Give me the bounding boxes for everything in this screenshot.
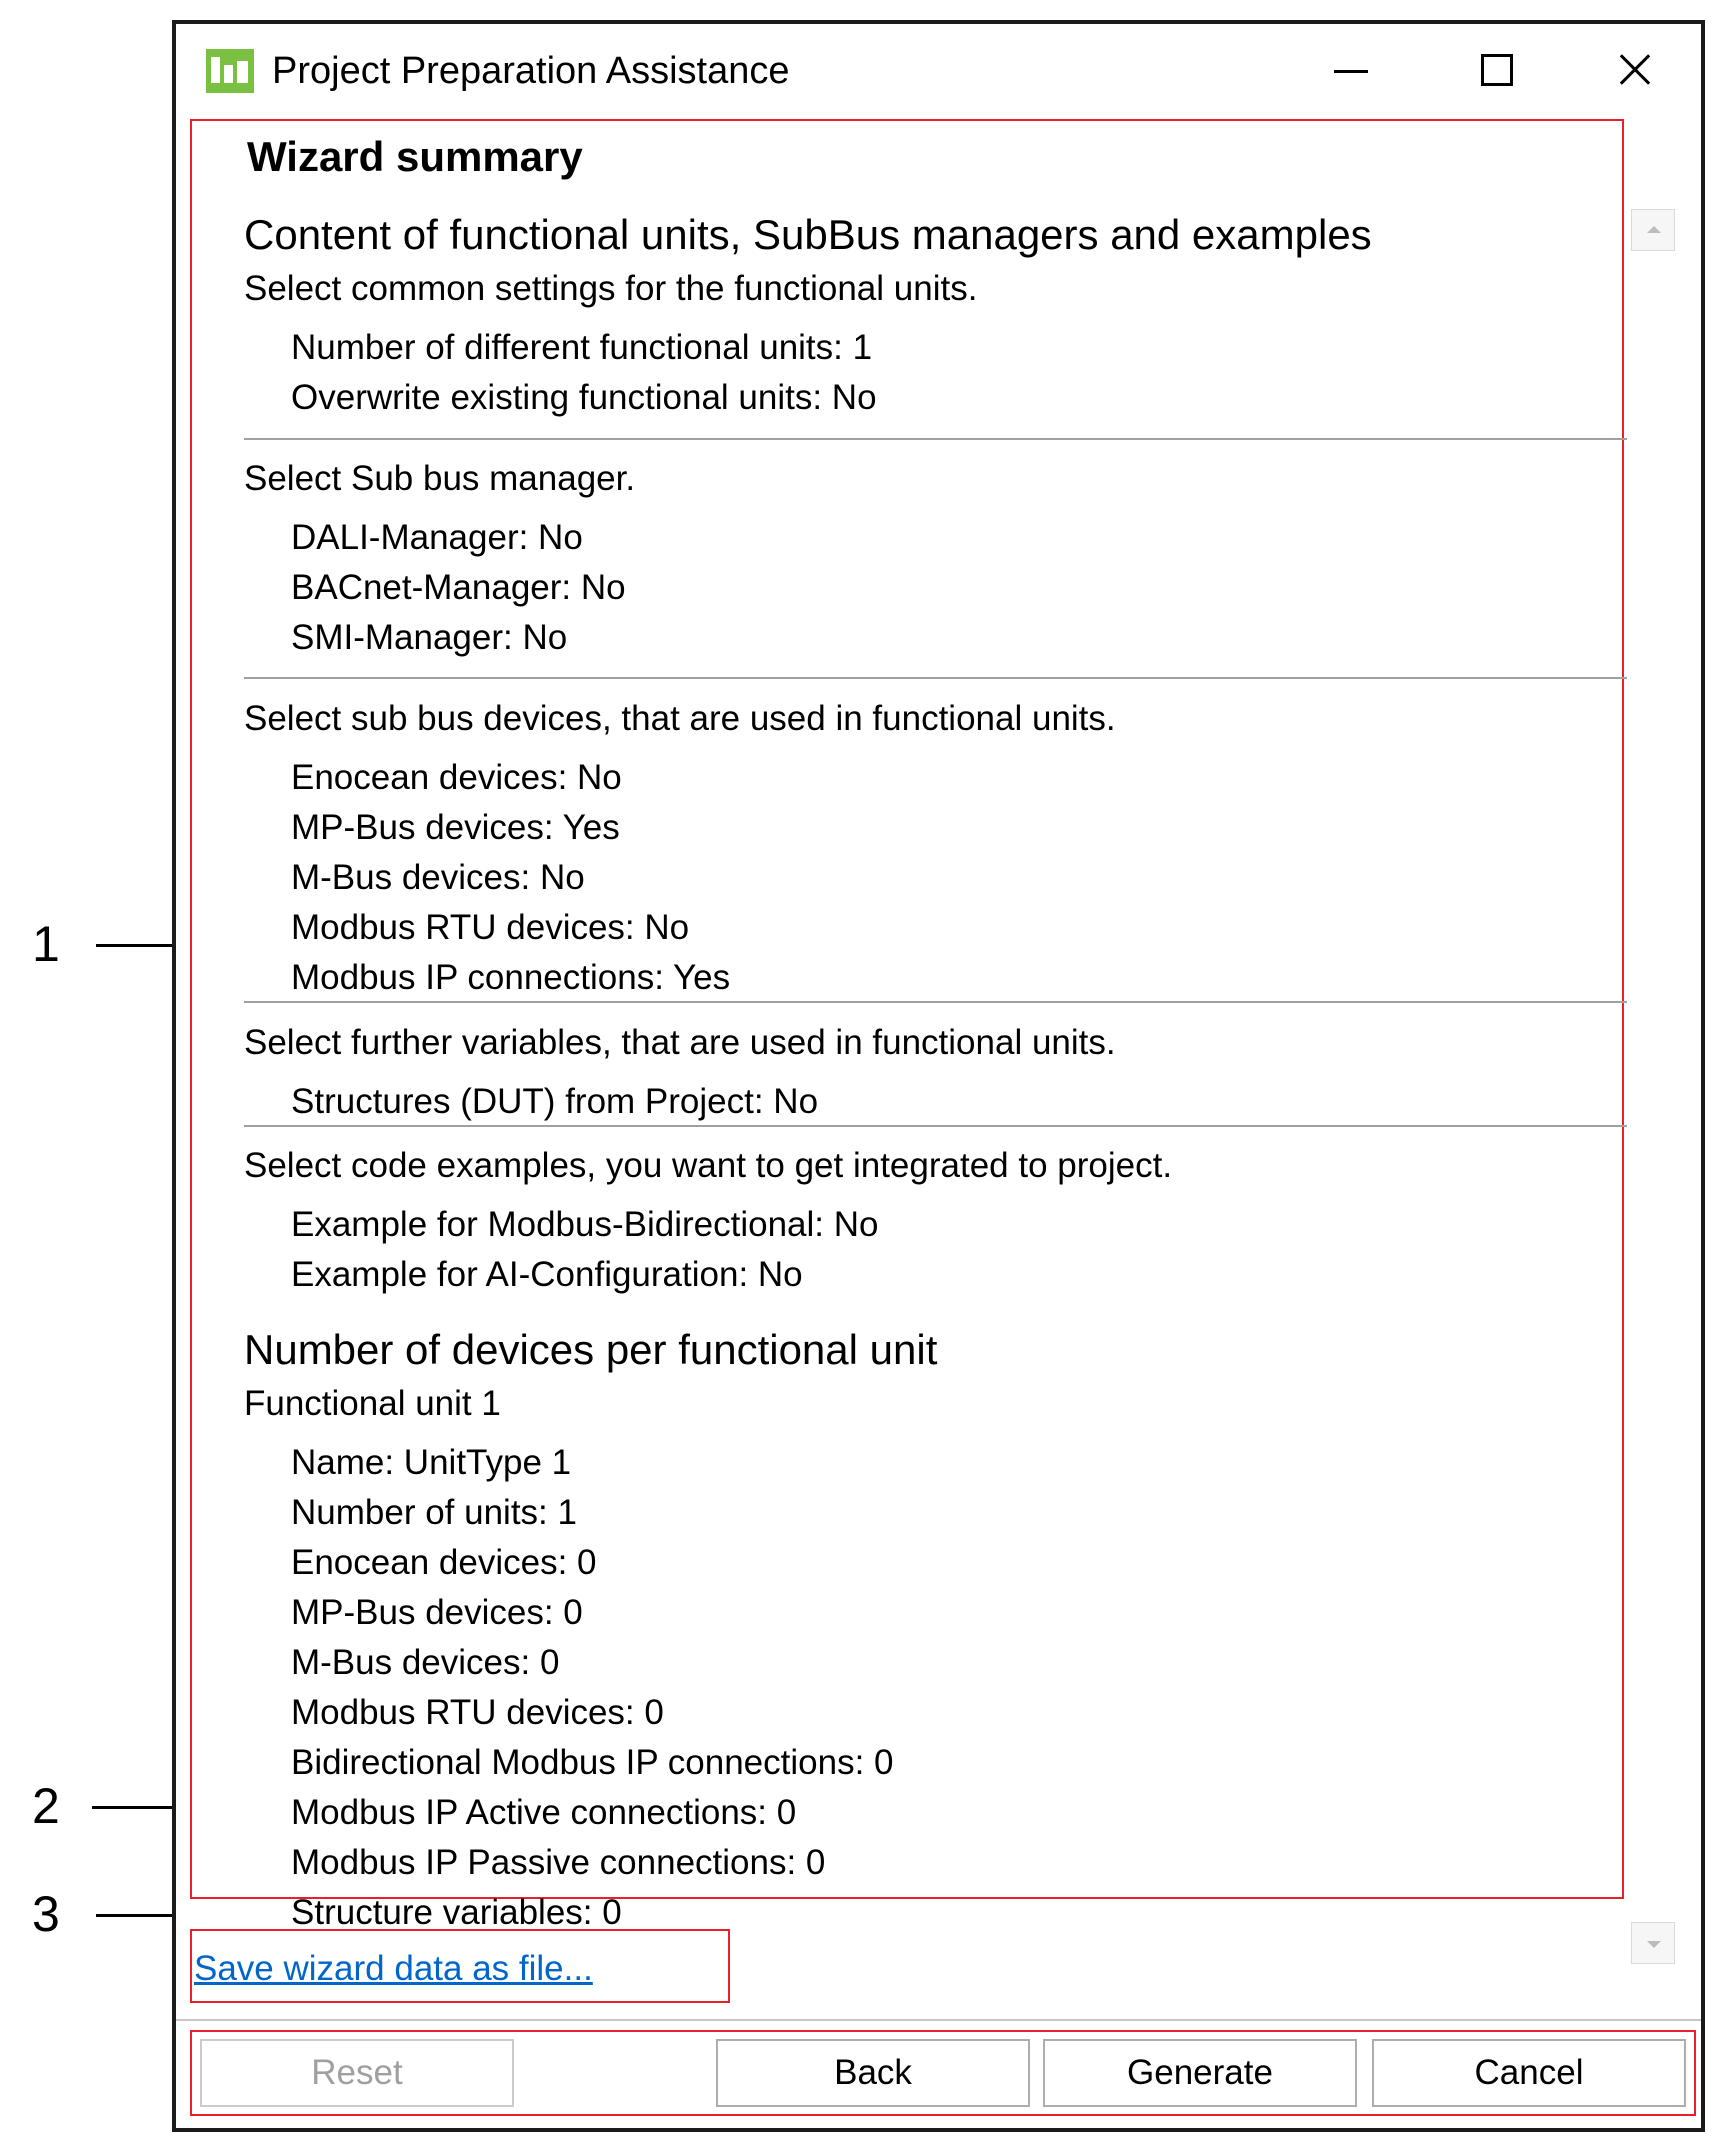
summary-item: Enocean devices: 0 <box>291 1543 597 1582</box>
summary-item: Bidirectional Modbus IP connections: 0 <box>291 1743 894 1782</box>
separator <box>244 677 1627 679</box>
summary-item: M-Bus devices: No <box>291 858 585 897</box>
app-icon <box>206 49 254 93</box>
summary-item: M-Bus devices: 0 <box>291 1643 560 1682</box>
generate-button[interactable]: Generate <box>1043 2039 1357 2107</box>
separator <box>244 1001 1627 1003</box>
summary-item: MP-Bus devices: Yes <box>291 808 620 847</box>
callout-2-line <box>92 1806 184 1809</box>
summary-item: Modbus IP connections: Yes <box>291 958 731 997</box>
title-bar <box>176 24 1701 114</box>
callout-3: 3 <box>32 1886 60 1942</box>
back-button[interactable]: Back <box>716 2039 1030 2107</box>
summary-item: BACnet-Manager: No <box>291 568 626 607</box>
scroll-up-icon[interactable] <box>1631 209 1675 251</box>
summary-item: Structures (DUT) from Project: No <box>291 1082 819 1121</box>
summary-item: Structure variables: 0 <box>291 1893 622 1932</box>
summary-item: Example for AI-Configuration: No <box>291 1255 803 1294</box>
summary-item: DALI-Manager: No <box>291 518 583 557</box>
scroll-down-icon[interactable] <box>1631 1922 1675 1964</box>
summary-item: Overwrite existing functional units: No <box>291 378 877 417</box>
wizard-window <box>172 20 1705 2132</box>
group-heading-further-variables: Select further variables, that are used in functional units. <box>244 1023 1116 1062</box>
callout-2: 2 <box>32 1778 60 1834</box>
summary-item: SMI-Manager: No <box>291 618 568 657</box>
maximize-icon[interactable] <box>1461 38 1531 98</box>
reset-button[interactable]: Reset <box>200 2039 514 2107</box>
group-heading-subbus-devices: Select sub bus devices, that are used in functional units. <box>244 699 1116 738</box>
cancel-button[interactable]: Cancel <box>1372 2039 1686 2107</box>
divider <box>176 2019 1701 2021</box>
summary-item: Modbus RTU devices: 0 <box>291 1693 664 1732</box>
summary-item: Enocean devices: No <box>291 758 622 797</box>
summary-scrollbar[interactable] <box>1631 209 1679 1964</box>
callout-1: 1 <box>32 916 60 972</box>
section-title-devices: Number of devices per functional unit <box>244 1326 938 1373</box>
group-heading-code-examples: Select code examples, you want to get integrated to project. <box>244 1146 1173 1185</box>
wizard-summary-title: Wizard summary <box>247 133 583 180</box>
separator <box>244 1125 1627 1127</box>
summary-item: Number of different functional units: 1 <box>291 328 873 367</box>
summary-item: Number of units: 1 <box>291 1493 577 1532</box>
section-title-content: Content of functional units, SubBus managers and examples <box>244 211 1372 258</box>
minimize-icon[interactable] <box>1316 38 1386 98</box>
functional-unit-heading: Functional unit 1 <box>244 1384 501 1423</box>
summary-item: MP-Bus devices: 0 <box>291 1593 583 1632</box>
window-title: Project Preparation Assistance <box>272 50 790 92</box>
save-wizard-data-link[interactable]: Save wizard data as file... <box>194 1949 593 1988</box>
separator <box>244 438 1627 440</box>
close-icon[interactable] <box>1601 38 1671 98</box>
summary-item: Example for Modbus-Bidirectional: No <box>291 1205 879 1244</box>
wizard-summary-panel <box>190 119 1624 1932</box>
summary-item: Modbus IP Active connections: 0 <box>291 1793 797 1832</box>
summary-item: Modbus IP Passive connections: 0 <box>291 1843 826 1882</box>
summary-item: Name: UnitType 1 <box>291 1443 572 1482</box>
summary-item: Modbus RTU devices: No <box>291 908 690 947</box>
group-heading-common: Select common settings for the functional units. <box>244 269 978 308</box>
group-heading-subbus-manager: Select Sub bus manager. <box>244 459 636 498</box>
